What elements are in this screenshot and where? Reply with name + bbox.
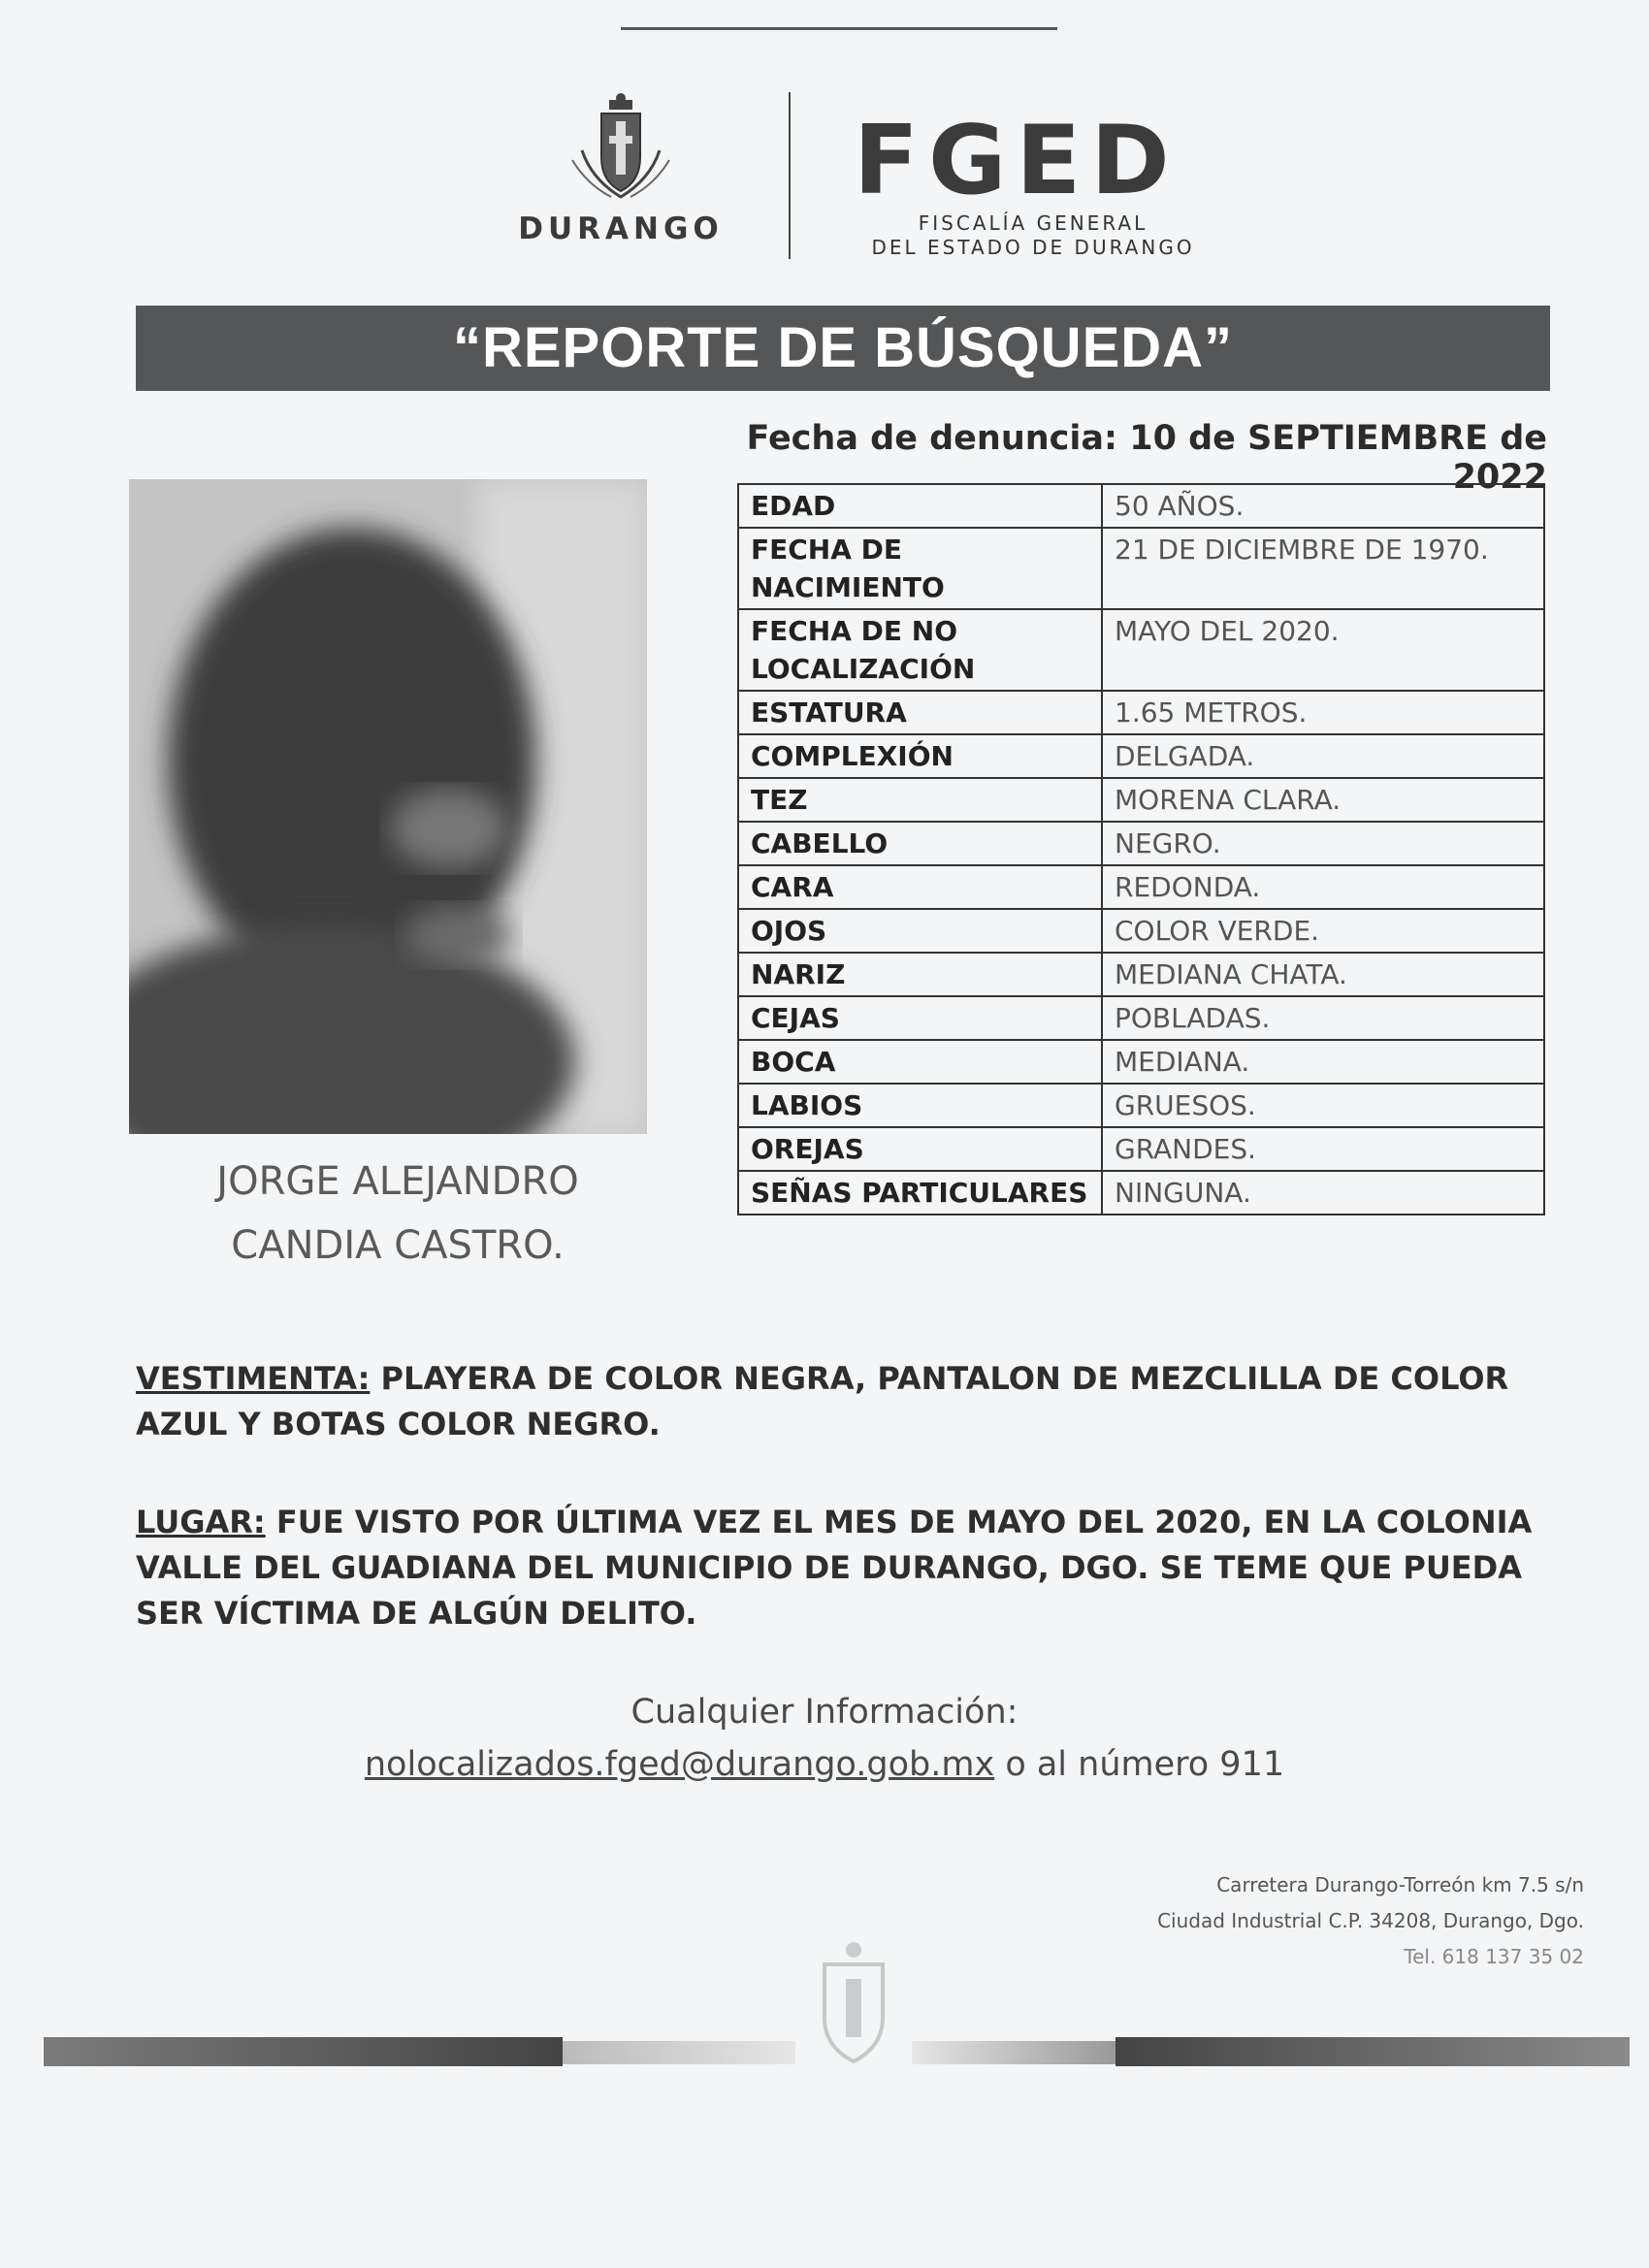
details-row bbox=[738, 484, 1544, 528]
details-label: LABIOS bbox=[738, 1084, 1102, 1127]
details-value: GRUESOS. bbox=[1102, 1084, 1544, 1127]
person-name bbox=[136, 1150, 660, 1278]
details-value: NEGRO. bbox=[1102, 822, 1544, 865]
details-row bbox=[738, 734, 1544, 778]
address-tel: Tel. 618 137 35 02 bbox=[1404, 1945, 1584, 1968]
details-row bbox=[738, 528, 1544, 609]
fged-subtitle-line2: DEL ESTADO DE DURANGO bbox=[871, 236, 1195, 259]
details-value: MAYO DEL 2020. bbox=[1102, 609, 1544, 691]
contact-email-link[interactable]: nolocalizados.fged@durango.gob.mx bbox=[364, 1745, 995, 1784]
details-value: 50 AÑOS. bbox=[1102, 484, 1544, 528]
details-value: GRANDES. bbox=[1102, 1127, 1544, 1171]
details-row bbox=[738, 996, 1544, 1040]
lugar-label: LUGAR: bbox=[136, 1504, 266, 1540]
details-table bbox=[737, 483, 1545, 1215]
details-label: FECHA DE NACIMIENTO bbox=[738, 528, 1102, 609]
details-value: NINGUNA. bbox=[1102, 1171, 1544, 1215]
fged-logo bbox=[854, 106, 1212, 260]
footer-bar-right bbox=[1116, 2037, 1630, 2066]
details-label: COMPLEXIÓN bbox=[738, 734, 1102, 778]
footer-seal-icon bbox=[795, 1940, 912, 2071]
address-line1: Carretera Durango-Torreón km 7.5 s/n bbox=[1216, 1873, 1584, 1896]
details-value: REDONDA. bbox=[1102, 865, 1544, 909]
person-photo bbox=[129, 479, 647, 1134]
vestimenta-label: VESTIMENTA: bbox=[136, 1360, 371, 1397]
lugar-text: FUE VISTO POR ÚLTIMA VEZ EL MES DE MAYO DEL 2020, EN LA COLONIA VALLE DEL GUADIANA DEL MUNICIPIO DE DURANGO, DGO. SE TEME QUE PUEDA SER VÍCTIMA DE ALGÚN DELITO. bbox=[136, 1504, 1533, 1632]
address-block bbox=[1048, 1867, 1584, 1975]
top-rule bbox=[621, 27, 1057, 30]
details-label: TEZ bbox=[738, 778, 1102, 822]
address-line2: Ciudad Industrial C.P. 34208, Durango, Dgo. bbox=[1157, 1909, 1584, 1932]
person-name-line1: JORGE ALEJANDRO bbox=[216, 1159, 579, 1204]
details-label: SEÑAS PARTICULARES bbox=[738, 1171, 1102, 1215]
details-value: MORENA CLARA. bbox=[1102, 778, 1544, 822]
details-label: CABELLO bbox=[738, 822, 1102, 865]
details-row bbox=[738, 953, 1544, 996]
footer-bar-left-fade bbox=[563, 2041, 795, 2064]
details-row bbox=[738, 822, 1544, 865]
details-row bbox=[738, 909, 1544, 953]
durango-label: DURANGO bbox=[518, 211, 724, 246]
footer-bar-right-fade bbox=[912, 2041, 1116, 2064]
fged-subtitle-line1: FISCALÍA GENERAL bbox=[918, 211, 1148, 235]
details-row bbox=[738, 778, 1544, 822]
vestimenta-paragraph bbox=[136, 1356, 1552, 1447]
vestimenta-text: PLAYERA DE COLOR NEGRA, PANTALON DE MEZCLILLA DE COLOR AZUL Y BOTAS COLOR NEGRO. bbox=[136, 1360, 1509, 1442]
person-name-line2: CANDIA CASTRO. bbox=[231, 1223, 565, 1268]
durango-logo bbox=[500, 92, 742, 257]
details-row bbox=[738, 865, 1544, 909]
details-row bbox=[738, 1040, 1544, 1084]
banner-title: “REPORTE DE BÚSQUEDA” bbox=[452, 316, 1234, 379]
details-value: MEDIANA CHATA. bbox=[1102, 953, 1544, 996]
details-value: MEDIANA. bbox=[1102, 1040, 1544, 1084]
details-label: ESTATURA bbox=[738, 691, 1102, 734]
details-value: 21 DE DICIEMBRE DE 1970. bbox=[1102, 528, 1544, 609]
details-row bbox=[738, 691, 1544, 734]
details-row bbox=[738, 1127, 1544, 1171]
details-label: OREJAS bbox=[738, 1127, 1102, 1171]
details-label: CARA bbox=[738, 865, 1102, 909]
details-value: DELGADA. bbox=[1102, 734, 1544, 778]
details-label: BOCA bbox=[738, 1040, 1102, 1084]
details-label: EDAD bbox=[738, 484, 1102, 528]
details-label: OJOS bbox=[738, 909, 1102, 953]
details-row bbox=[738, 609, 1544, 691]
contact-section bbox=[291, 1686, 1358, 1791]
durango-shield-icon bbox=[563, 92, 679, 204]
contact-heading: Cualquier Información: bbox=[630, 1693, 1018, 1732]
details-row bbox=[738, 1171, 1544, 1215]
details-value: POBLADAS. bbox=[1102, 996, 1544, 1040]
fged-title: FGED bbox=[854, 106, 1180, 216]
contact-phone-text: o al número 911 bbox=[994, 1745, 1285, 1784]
header-divider bbox=[789, 92, 791, 259]
title-banner bbox=[136, 306, 1550, 391]
details-row bbox=[738, 1084, 1544, 1127]
details-label: CEJAS bbox=[738, 996, 1102, 1040]
fecha-denuncia: Fecha de denuncia: 10 de SEPTIEMBRE de 2022 bbox=[746, 419, 1547, 497]
lugar-paragraph bbox=[136, 1500, 1552, 1636]
details-label: NARIZ bbox=[738, 953, 1102, 996]
person-photo-image bbox=[129, 479, 647, 1134]
details-label: FECHA DE NO LOCALIZACIÓN bbox=[738, 609, 1102, 691]
footer-bar-left bbox=[44, 2037, 563, 2066]
details-value: COLOR VERDE. bbox=[1102, 909, 1544, 953]
details-value: 1.65 METROS. bbox=[1102, 691, 1544, 734]
